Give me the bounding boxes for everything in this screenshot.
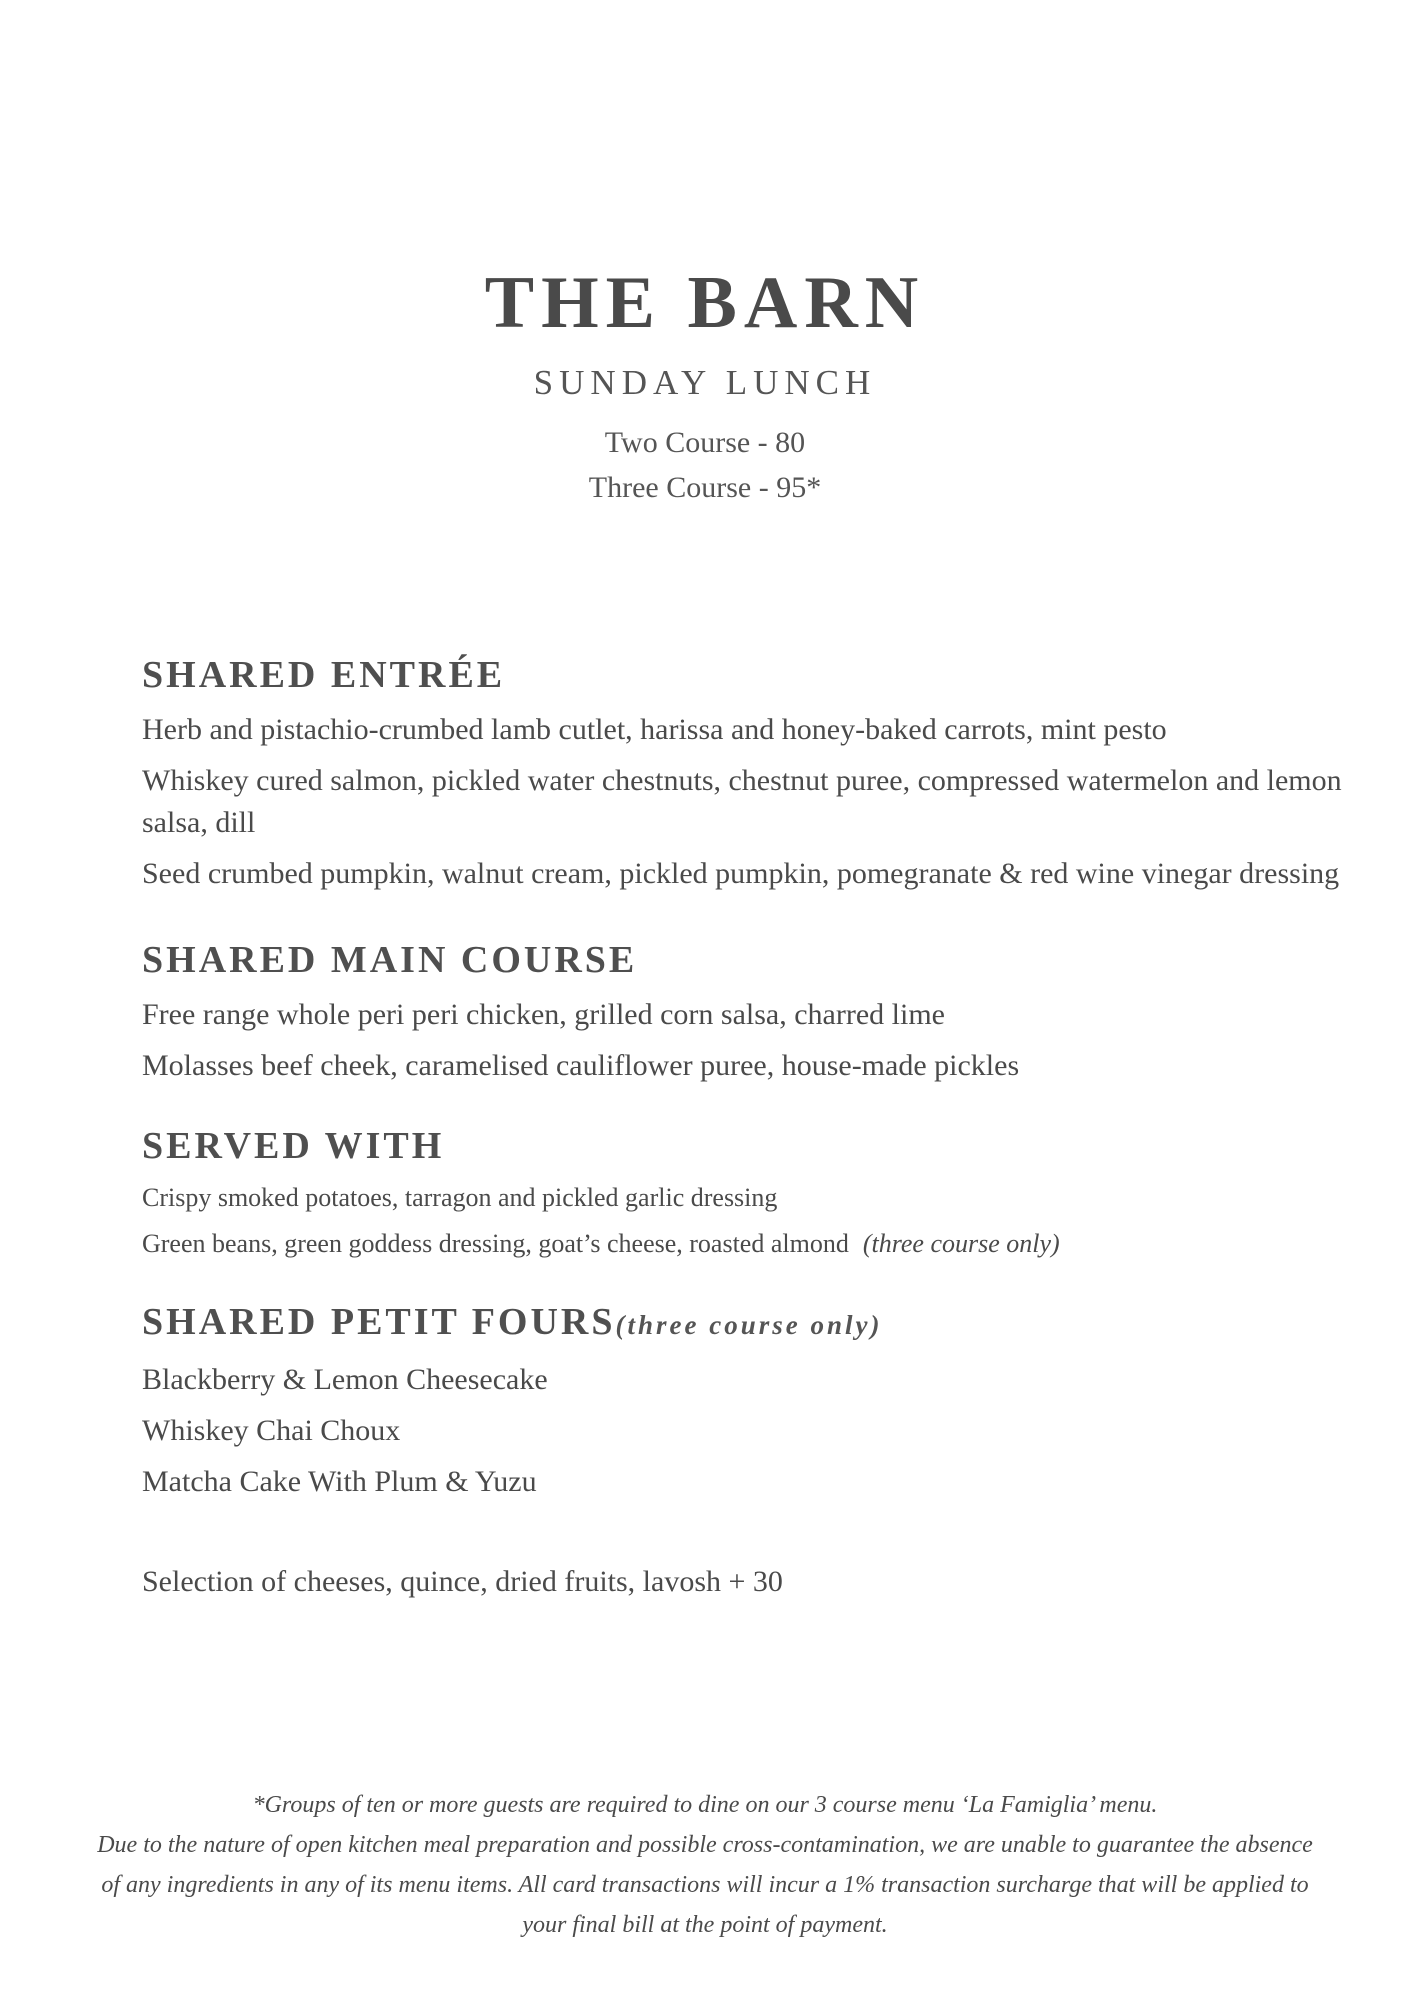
menu-body	[142, 650, 1342, 1603]
three-course-note: (three course only)	[615, 1310, 883, 1340]
footer-disclaimer: Due to the nature of open kitchen meal preparation and possible cross-contamination, we are unable to guarantee the absence of any ingredients in any of its menu items. All card transactions will incur a 1% transaction surcharge that will be applied to your final bill at the point of payment.	[97, 1832, 1313, 1938]
menu-item	[142, 1225, 1342, 1263]
menu-header	[0, 258, 1410, 510]
section-heading: SHARED ENTRÉE	[142, 654, 506, 696]
section-shared-main-course	[142, 935, 1342, 1087]
price-three-course: Three Course - 95*	[588, 471, 822, 504]
footer-notice	[90, 1785, 1320, 1945]
price-two-course: Two Course - 80	[604, 426, 806, 459]
menu-item: Free range whole peri peri chicken, grilled corn salsa, charred lime	[142, 998, 945, 1031]
section-heading: SHARED MAIN COURSE	[142, 939, 638, 981]
restaurant-title: THE BARN	[484, 262, 926, 344]
section-heading	[142, 1297, 1342, 1350]
three-course-note: (three course only)	[862, 1229, 1060, 1258]
menu-item: Whiskey Chai Choux	[142, 1414, 401, 1447]
section-heading: SERVED WITH	[142, 1125, 445, 1167]
menu-item: Herb and pistachio-crumbed lamb cutlet, harissa and honey-baked carrots, mint pesto	[142, 713, 1167, 746]
menu-item: Blackberry & Lemon Cheesecake	[142, 1363, 548, 1396]
footer-group-policy: *Groups of ten or more guests are required to dine on our 3 course menu ‘La Famiglia’ menu.	[252, 1792, 1158, 1818]
cheese-selection-addon: Selection of cheeses, quince, dried fruits, lavosh + 30	[142, 1565, 783, 1598]
menu-item: Seed crumbed pumpkin, walnut cream, pickled pumpkin, pomegranate & red wine vinegar dressing	[142, 857, 1340, 890]
menu-subtitle: SUNDAY LUNCH	[533, 363, 877, 402]
menu-item: Molasses beef cheek, caramelised cauliflower puree, house-made pickles	[142, 1049, 1020, 1082]
section-shared-petit-fours	[142, 1297, 1342, 1503]
section-served-with	[142, 1121, 1342, 1263]
menu-item: Whiskey cured salmon, pickled water chestnuts, chestnut puree, compressed watermelon and lemon salsa, dill	[142, 764, 1342, 839]
section-heading-text: SHARED PETIT FOURS	[142, 1301, 616, 1343]
price-list	[0, 420, 1410, 510]
section-shared-entree	[142, 650, 1342, 895]
menu-item: Crispy smoked potatoes, tarragon and pickled garlic dressing	[142, 1183, 778, 1212]
menu-item-text: Green beans, green goddess dressing, goat’s cheese, roasted almond	[142, 1229, 849, 1258]
menu-item: Matcha Cake With Plum & Yuzu	[142, 1465, 537, 1498]
